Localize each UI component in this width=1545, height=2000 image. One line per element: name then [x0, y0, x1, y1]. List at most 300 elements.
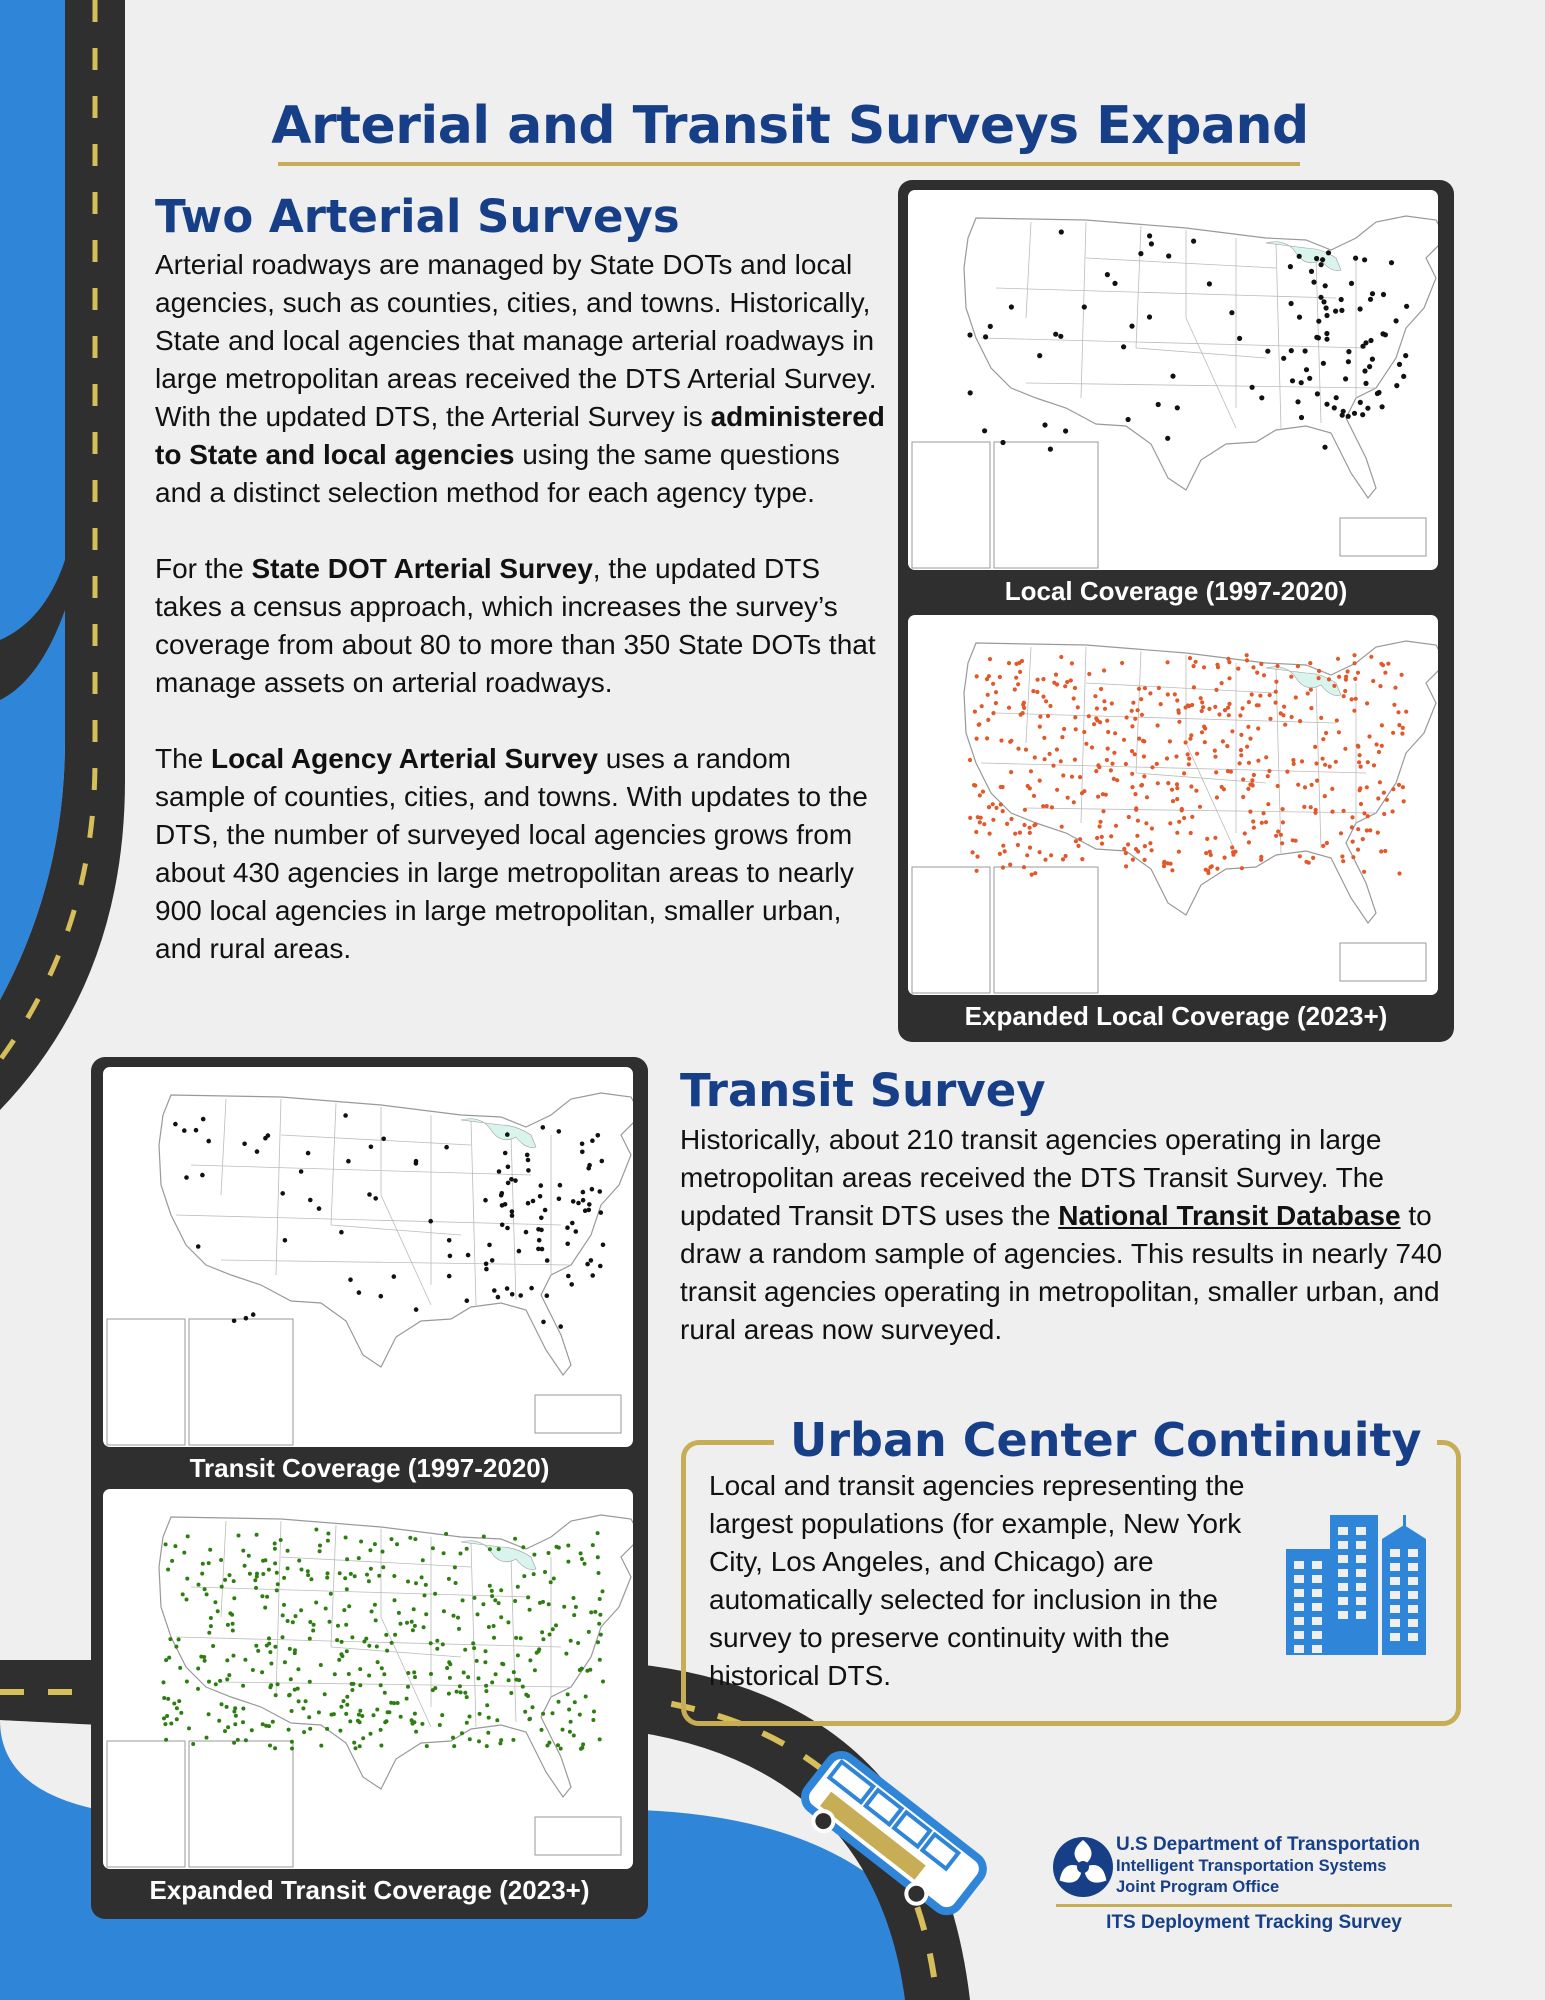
map-dot [209, 1624, 213, 1628]
map-dot [510, 1213, 515, 1218]
map-dot [1143, 844, 1147, 848]
map-dot [600, 1159, 605, 1164]
map-dot [338, 1729, 342, 1733]
map-dot [451, 1736, 455, 1740]
map-dot [319, 1744, 323, 1748]
map-dot [1230, 729, 1234, 733]
map-dot [326, 1532, 330, 1536]
map-dot [574, 1605, 578, 1609]
map-dot [205, 1736, 209, 1740]
map-dot [232, 1596, 236, 1600]
map-dot [447, 1692, 451, 1696]
map-dot [580, 1150, 585, 1155]
map-dot [581, 1198, 586, 1203]
map-dot [1122, 738, 1126, 742]
map-dot [1090, 745, 1094, 749]
arterial-heading: Two Arterial Surveys [155, 190, 680, 243]
map-dot [991, 711, 995, 715]
map-dot [1028, 846, 1032, 850]
map-dot [978, 820, 982, 824]
map-dot [514, 1636, 518, 1640]
national-transit-database-link[interactable]: National Transit Database [1058, 1200, 1401, 1231]
map-dot [1133, 717, 1137, 721]
map-dot [1136, 819, 1140, 823]
map-dot [1016, 682, 1020, 686]
map-dot [395, 1542, 399, 1546]
map-dot [328, 1620, 332, 1624]
map-dot [1076, 844, 1080, 848]
map-dot [980, 704, 984, 708]
map-dot [1150, 848, 1154, 852]
map-dot [492, 1636, 496, 1640]
map-dot [471, 1641, 475, 1645]
map-dot [1034, 822, 1038, 826]
map-dot [598, 1737, 602, 1741]
map-dot [412, 1607, 416, 1611]
map-dot [1340, 413, 1345, 418]
map-dot [596, 1555, 600, 1559]
map-dot [379, 1683, 383, 1687]
map-dot [1073, 686, 1077, 690]
map-dot [352, 1741, 356, 1745]
map-dot [1175, 831, 1179, 835]
map-dot [1137, 687, 1141, 691]
map-dot [1296, 783, 1300, 787]
map-dot [1356, 848, 1360, 852]
map-dot [282, 1576, 286, 1580]
map-dot [495, 1718, 499, 1722]
map-dot [308, 1727, 312, 1731]
map-dot [1291, 758, 1295, 762]
map-dot [1060, 825, 1064, 829]
map-dot [1223, 856, 1227, 860]
map-dot [497, 1601, 501, 1605]
map-dot [250, 1728, 254, 1732]
map-dot [1383, 671, 1387, 675]
map-dot [414, 1307, 419, 1312]
map-dot [569, 1282, 574, 1287]
map-dot [492, 1288, 497, 1293]
map-dot [367, 1579, 371, 1583]
map-dot [485, 1703, 489, 1707]
map-dot [1029, 769, 1033, 773]
map-dot [207, 1712, 211, 1716]
map-dot [998, 675, 1002, 679]
map-dot [483, 1660, 487, 1664]
map-dot [207, 1680, 211, 1684]
map-dot [309, 1577, 313, 1581]
map-dot [500, 1203, 505, 1208]
map-dot [280, 1191, 285, 1196]
map-dot [317, 1206, 322, 1211]
map-dot [505, 1132, 510, 1137]
map-dot [281, 1613, 285, 1617]
map-dot [392, 1274, 397, 1279]
map-dot [580, 1142, 585, 1147]
map-dot [1171, 799, 1175, 803]
map-dot [268, 1744, 272, 1748]
map-dot [598, 1189, 603, 1194]
map-dot [987, 805, 991, 809]
map-dot [1103, 707, 1107, 711]
map-dot [411, 1628, 415, 1632]
map-dot [1000, 440, 1005, 445]
map-dot [1375, 742, 1379, 746]
map-dot [565, 1242, 570, 1247]
map-dot [1182, 816, 1186, 820]
map-dot [971, 850, 975, 854]
map-dot [985, 736, 989, 740]
map-dot [1076, 705, 1080, 709]
map-dot [1251, 819, 1255, 823]
footer-survey-name: ITS Deployment Tracking Survey [1106, 1912, 1402, 1933]
map-dot [466, 1253, 471, 1258]
map-dot [561, 1728, 565, 1732]
map-dot [527, 1717, 531, 1721]
map-dot [1038, 715, 1042, 719]
map-dot [1386, 662, 1390, 666]
map-dot [498, 1741, 502, 1745]
map-dot [1365, 785, 1369, 789]
map-dot [342, 1608, 346, 1612]
map-dot [1362, 368, 1367, 373]
map-dot [1227, 660, 1231, 664]
map-dot [1380, 744, 1384, 748]
map-dot [986, 693, 990, 697]
map-dot [447, 1274, 452, 1279]
map-dot [509, 1691, 513, 1695]
map-dot [290, 1709, 294, 1713]
map-dot [1124, 864, 1128, 868]
map-dot [994, 701, 998, 705]
map-dot [514, 1678, 518, 1682]
map-dot [472, 1646, 476, 1650]
map-dot [1382, 812, 1386, 816]
map-dot [349, 1572, 353, 1576]
map-dot [1187, 704, 1191, 708]
map-dot [1175, 405, 1180, 410]
map-dot [522, 1574, 526, 1578]
map-dot [541, 1125, 546, 1130]
map-dot [1361, 837, 1365, 841]
transit-body [680, 1121, 1460, 1349]
map-dot [1380, 331, 1385, 336]
map-dot [524, 1230, 529, 1235]
map-dot [274, 1693, 278, 1697]
map-dot [1360, 344, 1365, 349]
map-dot [1112, 281, 1117, 286]
map-dot [991, 818, 995, 822]
map-dot [1095, 706, 1099, 710]
map-dot [579, 1551, 583, 1555]
map-dot [490, 1594, 494, 1598]
map-dot [1101, 809, 1105, 813]
map-dot [172, 1702, 176, 1706]
map-dot [478, 1712, 482, 1716]
map-dot [175, 1717, 179, 1721]
map-dot [509, 1177, 514, 1182]
map-dot [463, 1691, 467, 1695]
map-dot [1019, 713, 1023, 717]
map-dot [1176, 708, 1180, 712]
map-dot [1059, 759, 1063, 763]
map-dot [299, 1608, 303, 1612]
map-dot [1238, 713, 1242, 717]
map-dot [576, 1201, 581, 1206]
map-dot [1192, 685, 1196, 689]
map-dot [1325, 841, 1329, 845]
map-dot [373, 1542, 377, 1546]
map-dot [373, 1196, 378, 1201]
map-dot [1252, 773, 1256, 777]
map-dot [988, 657, 992, 661]
map-dot [1114, 824, 1118, 828]
map-dot [513, 1178, 518, 1183]
map-dot [565, 1225, 570, 1230]
map-dot [1314, 335, 1319, 340]
map-dot [1324, 305, 1329, 310]
map-dot [260, 1594, 264, 1598]
map-dot [300, 1568, 304, 1572]
map-dot [968, 816, 972, 820]
map-dot [1268, 717, 1272, 721]
map-dot [566, 1274, 571, 1279]
map-dot [406, 1685, 410, 1689]
map-dot [1157, 686, 1161, 690]
map-dot [1028, 826, 1032, 830]
map-dot [1188, 656, 1192, 660]
map-dot [219, 1558, 223, 1562]
map-dot [1248, 810, 1252, 814]
map-dot [1001, 844, 1005, 848]
map-dot [1061, 857, 1065, 861]
map-dot [1289, 348, 1294, 353]
map-dot [1125, 715, 1129, 719]
map-dot [506, 1165, 511, 1170]
map-dot [343, 1113, 348, 1118]
map-dot [306, 1573, 310, 1577]
map-dot [273, 1561, 277, 1565]
map-dot [413, 1624, 417, 1628]
map-dot [297, 1699, 301, 1703]
map-dot [1247, 840, 1251, 844]
map-dot [1180, 808, 1184, 812]
map-dot [1102, 699, 1106, 703]
map-dot [532, 1553, 536, 1557]
map-dot [1055, 747, 1059, 751]
map-dot [488, 1547, 492, 1551]
map-dot [1166, 781, 1170, 785]
map-dot [1334, 760, 1338, 764]
map-dot [173, 1122, 178, 1127]
map-dot [1142, 754, 1146, 758]
map-dot [1046, 714, 1050, 718]
map-dot [1281, 820, 1285, 824]
map-dot [1333, 309, 1338, 314]
map-dot [1207, 707, 1211, 711]
map-dot [294, 1614, 298, 1618]
map-dot [365, 1573, 369, 1577]
map-dot [1087, 714, 1091, 718]
map-dot [1368, 297, 1373, 302]
map-dot [1109, 834, 1113, 838]
map-dot [287, 1728, 291, 1732]
map-dot [375, 1708, 379, 1712]
map-dot [1043, 858, 1047, 862]
map-dot [566, 1560, 570, 1564]
map-dot [281, 1635, 285, 1639]
transit-coverage-caption: Transit Coverage (1997-2020) [189, 1453, 550, 1483]
map-dot [368, 1548, 372, 1552]
map-dot [173, 1544, 177, 1548]
map-dot [206, 1139, 211, 1144]
map-dot [326, 1571, 330, 1575]
map-dot [1362, 870, 1366, 874]
map-dot [1377, 750, 1381, 754]
map-dot [1017, 661, 1021, 665]
local-maps-panel [898, 180, 1454, 1042]
map-dot [424, 1612, 428, 1616]
map-dot [1303, 785, 1307, 789]
map-dot [1256, 759, 1260, 763]
expanded-local-coverage-map-graphic [908, 615, 1438, 995]
office-name-line-2: Joint Program Office [1116, 1878, 1280, 1896]
map-dot [1175, 782, 1179, 786]
map-dot [340, 1654, 344, 1658]
map-dot [500, 1223, 505, 1228]
map-dot [1195, 752, 1199, 756]
map-dot [1130, 785, 1134, 789]
footer-rule [1056, 1904, 1452, 1907]
map-dot [1042, 736, 1046, 740]
map-dot [484, 1684, 488, 1688]
map-dot [1352, 411, 1357, 416]
map-dot [1130, 749, 1134, 753]
transit-heading: Transit Survey [680, 1064, 1046, 1117]
map-dot [1018, 670, 1022, 674]
map-dot [312, 1623, 316, 1627]
map-dot [380, 1666, 384, 1670]
map-dot [1148, 841, 1152, 845]
map-dot [1280, 841, 1284, 845]
map-dot [306, 1569, 310, 1573]
map-dot [241, 1707, 245, 1711]
map-dot [521, 1685, 525, 1689]
map-dot [357, 1556, 361, 1560]
map-dot [1303, 348, 1308, 353]
dot-logo-icon [1052, 1836, 1114, 1898]
map-dot [374, 1618, 378, 1622]
map-dot [1138, 251, 1143, 256]
map-dot [251, 1312, 256, 1317]
map-dot [1358, 400, 1363, 405]
map-dot [1362, 811, 1366, 815]
map-dot [1009, 817, 1013, 821]
map-dot [425, 1744, 429, 1748]
map-dot [1356, 827, 1360, 831]
map-dot [1321, 757, 1325, 761]
map-dot [526, 1158, 531, 1163]
map-dot [576, 1641, 580, 1645]
map-dot [517, 1249, 522, 1254]
map-dot [569, 1639, 573, 1643]
map-dot [1315, 779, 1319, 783]
map-dot [1308, 661, 1312, 665]
map-dot [1300, 759, 1304, 763]
map-dot [1142, 739, 1146, 743]
map-dot [1208, 865, 1212, 869]
map-dot [207, 1631, 211, 1635]
map-dot [293, 1651, 297, 1655]
map-dot [1166, 660, 1170, 664]
map-dot [1237, 336, 1242, 341]
map-dot [536, 1247, 541, 1252]
map-dot [1400, 673, 1404, 677]
map-dot [535, 1651, 539, 1655]
map-dot [304, 1699, 308, 1703]
map-dot [387, 1710, 391, 1714]
map-dot [381, 1550, 385, 1554]
map-dot [538, 1601, 542, 1605]
map-dot [1073, 715, 1077, 719]
map-dot [1368, 828, 1372, 832]
map-dot [1191, 239, 1196, 244]
map-dot [1370, 291, 1375, 296]
local-coverage-map-graphic [908, 190, 1438, 570]
map-dot [1156, 781, 1160, 785]
map-dot [1330, 810, 1334, 814]
map-dot [1351, 855, 1355, 859]
map-dot [428, 1219, 433, 1224]
map-dot [255, 1533, 259, 1537]
map-dot [196, 1667, 200, 1671]
map-dot [444, 1532, 448, 1536]
map-dot [1324, 731, 1328, 735]
map-dot [590, 1273, 595, 1278]
map-dot [353, 1574, 357, 1578]
map-dot [290, 1747, 294, 1751]
map-dot [458, 1684, 462, 1688]
page-title: Arterial and Transit Surveys Expand [271, 96, 1309, 156]
map-dot [982, 822, 986, 826]
map-dot [1321, 361, 1326, 366]
map-dot [500, 1662, 504, 1666]
map-dot [1343, 376, 1348, 381]
map-dot [1221, 739, 1225, 743]
map-dot [1358, 788, 1362, 792]
map-dot [978, 793, 982, 797]
map-dot [268, 1685, 272, 1689]
map-dot [1367, 364, 1372, 369]
map-dot [339, 1705, 343, 1709]
map-dot [1309, 688, 1313, 692]
map-dot [581, 1190, 586, 1195]
map-dot [549, 1580, 553, 1584]
map-dot [506, 1181, 511, 1186]
map-dot [382, 1672, 386, 1676]
map-dot [241, 1720, 245, 1724]
map-dot [1134, 806, 1138, 810]
map-dot [333, 1672, 337, 1676]
continuity-heading: Urban Center Continuity [774, 1413, 1437, 1467]
map-dot [1095, 836, 1099, 840]
map-dot [308, 1637, 312, 1641]
map-dot [1041, 695, 1045, 699]
map-dot [1239, 733, 1243, 737]
map-dot [187, 1726, 191, 1730]
map-dot [567, 1708, 571, 1712]
map-dot [593, 1610, 597, 1614]
